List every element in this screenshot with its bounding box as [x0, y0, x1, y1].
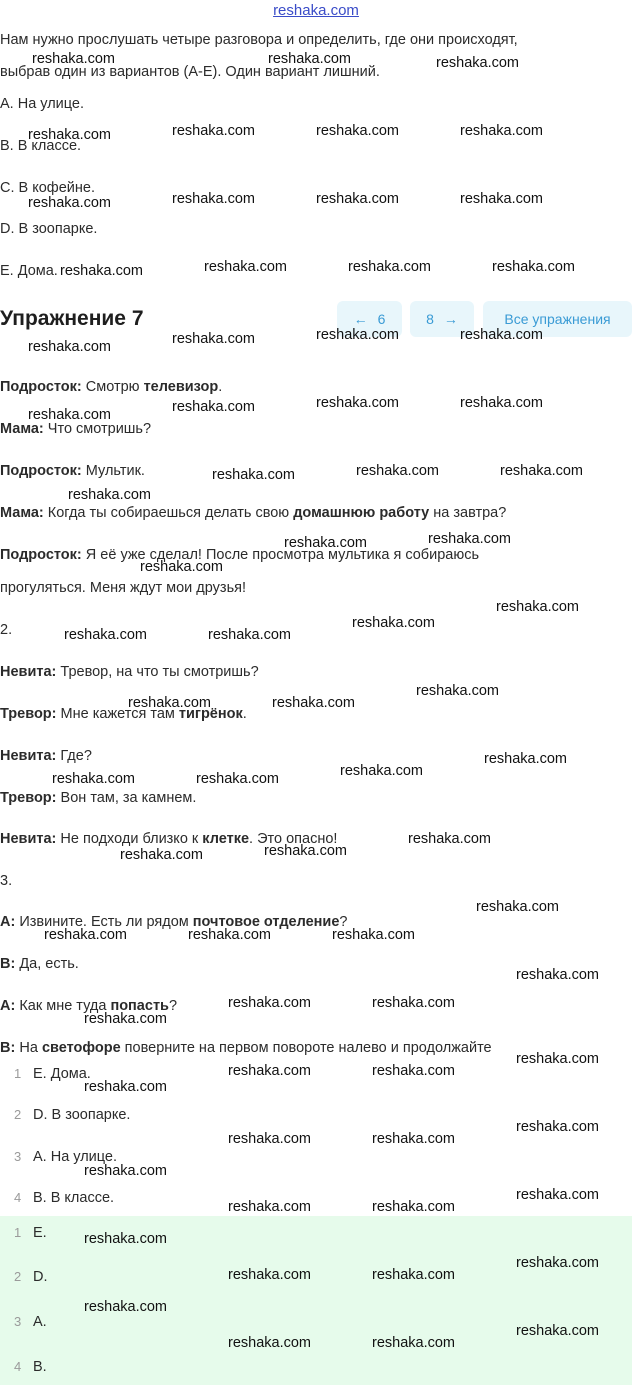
section-number: 2. — [0, 622, 13, 638]
watermark: reshaka.com — [516, 967, 600, 983]
watermark: reshaka.com — [484, 751, 568, 767]
exercise-title: Упражнение 7 — [0, 307, 144, 330]
watermark: reshaka.com — [44, 927, 128, 943]
watermark: reshaka.com — [84, 1163, 168, 1179]
watermark: reshaka.com — [460, 191, 544, 207]
option-b: B. В классе. — [0, 138, 82, 154]
dialog-line-continuation: прогуляться. Меня ждут мои друзья! — [0, 580, 246, 596]
watermark: reshaka.com — [340, 763, 424, 779]
dialog-line: A: Как мне туда попасть? — [0, 998, 178, 1014]
watermark: reshaka.com — [28, 339, 112, 355]
watermark: reshaka.com — [32, 51, 116, 67]
watermark: reshaka.com — [140, 559, 224, 575]
watermark: reshaka.com — [460, 395, 544, 411]
watermark: reshaka.com — [268, 51, 352, 67]
watermark: reshaka.com — [84, 1231, 168, 1247]
dialog-line: Мама: Когда ты собираешься делать свою домашнюю работу на завтра? — [0, 505, 507, 521]
watermark: reshaka.com — [84, 1299, 168, 1315]
all-exercises-label: Все упражнения — [504, 311, 611, 327]
watermark: reshaka.com — [28, 127, 112, 143]
watermark: reshaka.com — [460, 327, 544, 343]
watermark: reshaka.com — [68, 487, 152, 503]
watermark: reshaka.com — [196, 771, 280, 787]
dialog-line: B: Да, есть. — [0, 956, 79, 972]
dialog-line: Подросток: Мультик. — [0, 463, 145, 479]
watermark: reshaka.com — [172, 331, 256, 347]
watermark: reshaka.com — [372, 1063, 456, 1079]
watermark: reshaka.com — [316, 123, 400, 139]
watermark: reshaka.com — [408, 831, 492, 847]
watermark: reshaka.com — [228, 1199, 312, 1215]
watermark: reshaka.com — [516, 1323, 600, 1339]
watermark: reshaka.com — [284, 535, 368, 551]
site-title-link[interactable]: reshaka.com — [273, 2, 359, 19]
watermark: reshaka.com — [172, 191, 256, 207]
watermark: reshaka.com — [436, 55, 520, 71]
dialog-line: Подросток: Я её уже сделал! После просмотра мультика я собираюсь — [0, 547, 480, 563]
watermark: reshaka.com — [372, 1131, 456, 1147]
watermark: reshaka.com — [372, 995, 456, 1011]
watermark: reshaka.com — [228, 1063, 312, 1079]
dialog-line: B: На светофоре поверните на первом повороте налево и продолжайте — [0, 1040, 492, 1056]
watermark: reshaka.com — [332, 927, 416, 943]
watermark: reshaka.com — [188, 927, 272, 943]
watermark: reshaka.com — [372, 1199, 456, 1215]
watermark: reshaka.com — [264, 843, 348, 859]
watermark: reshaka.com — [492, 259, 576, 275]
dialog-line: Подросток: Смотрю телевизор. — [0, 379, 223, 395]
watermark: reshaka.com — [84, 1011, 168, 1027]
dialog-line: A: Извините. Есть ли рядом почтовое отделение? — [0, 914, 348, 930]
watermark: reshaka.com — [352, 615, 436, 631]
option-d: D. В зоопарке. — [0, 221, 98, 237]
arrow-left-icon: ← — [353, 311, 368, 327]
watermark: reshaka.com — [128, 695, 212, 711]
watermark: reshaka.com — [228, 1267, 312, 1283]
watermark: reshaka.com — [372, 1335, 456, 1351]
watermark: reshaka.com — [228, 995, 312, 1011]
watermark: reshaka.com — [212, 467, 296, 483]
watermark: reshaka.com — [52, 771, 136, 787]
watermark: reshaka.com — [204, 259, 288, 275]
option-a: A. На улице. — [0, 96, 85, 112]
prev-exercise-number: 6 — [377, 311, 386, 327]
watermark: reshaka.com — [428, 531, 512, 547]
watermark: reshaka.com — [64, 627, 148, 643]
dialog-line: Невита: Тревор, на что ты смотришь? — [0, 664, 259, 680]
watermark: reshaka.com — [316, 327, 400, 343]
task-text-line-2: выбрав один из вариантов (A-E). Один вариант лишний. — [0, 64, 380, 80]
watermark: reshaka.com — [372, 1267, 456, 1283]
watermark: reshaka.com — [28, 195, 112, 211]
watermark: reshaka.com — [476, 899, 560, 915]
watermark: reshaka.com — [172, 123, 256, 139]
watermark: reshaka.com — [516, 1187, 600, 1203]
watermark: reshaka.com — [272, 695, 356, 711]
dialog-line: Невита: Где? — [0, 748, 92, 764]
watermark: reshaka.com — [516, 1255, 600, 1271]
watermark: reshaka.com — [120, 847, 204, 863]
watermark: reshaka.com — [516, 1051, 600, 1067]
watermark: reshaka.com — [228, 1335, 312, 1351]
watermark: reshaka.com — [460, 123, 544, 139]
dialog-line: Мама: Что смотришь? — [0, 421, 152, 437]
watermark: reshaka.com — [316, 191, 400, 207]
dialog-line: Тревор: Мне кажется там тигрёнок. — [0, 706, 247, 722]
task-text-line-1: Нам нужно прослушать четыре разговора и определить, где они происходят, — [0, 32, 518, 48]
watermark: reshaka.com — [500, 463, 584, 479]
watermark: reshaka.com — [416, 683, 500, 699]
watermark: reshaka.com — [208, 627, 292, 643]
dialog-line: Невита: Не подходи близко к клетке. Это опасно! — [0, 831, 338, 847]
option-e: E. Дома. — [0, 263, 58, 279]
watermark: reshaka.com — [60, 263, 144, 279]
watermark: reshaka.com — [28, 407, 112, 423]
watermark: reshaka.com — [84, 1079, 168, 1095]
watermark: reshaka.com — [228, 1131, 312, 1147]
next-exercise-number: 8 — [426, 311, 434, 327]
watermark: reshaka.com — [172, 399, 256, 415]
section-number: 3. — [0, 873, 13, 889]
watermark: reshaka.com — [316, 395, 400, 411]
watermark: reshaka.com — [356, 463, 440, 479]
watermark: reshaka.com — [496, 599, 580, 615]
arrow-right-icon: → — [443, 311, 458, 327]
watermark: reshaka.com — [348, 259, 432, 275]
dialog-line: Тревор: Вон там, за камнем. — [0, 790, 197, 806]
watermark: reshaka.com — [516, 1119, 600, 1135]
option-c: C. В кофейне. — [0, 180, 95, 196]
